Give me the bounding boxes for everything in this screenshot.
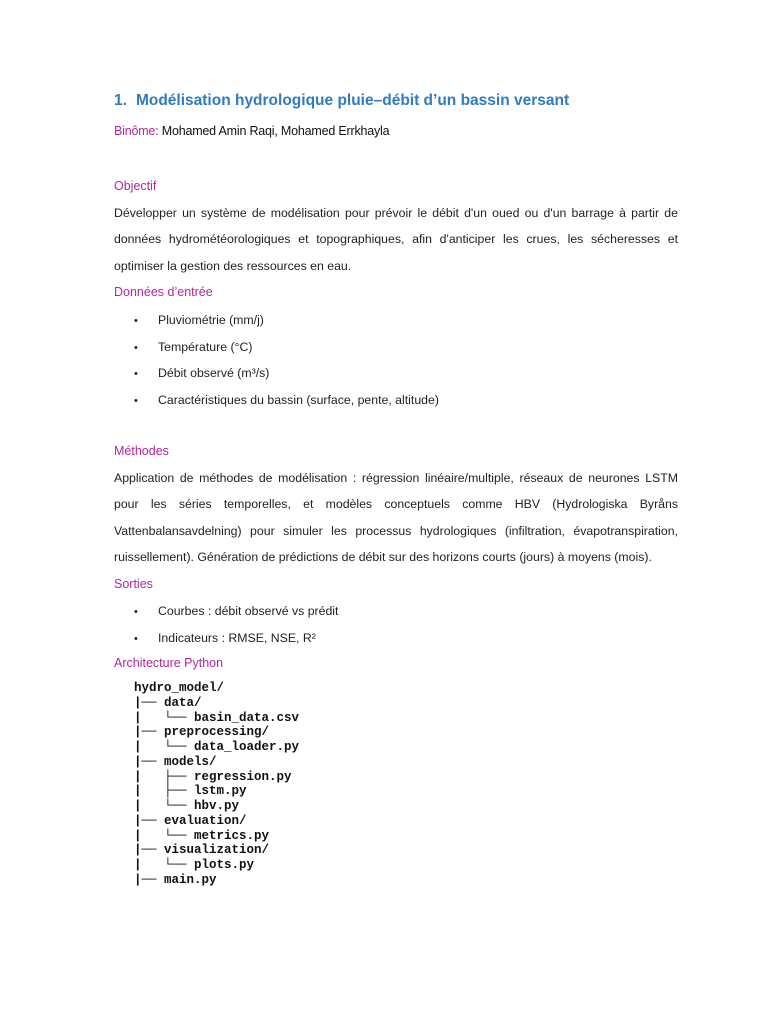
list-item-text: Caractéristiques du bassin (surface, pente, altitude) [158,392,439,407]
tree-line: | └── plots.py [134,858,255,872]
donnees-heading: Données d’entrée [114,285,213,299]
list-item-text: Indicateurs : RMSE, NSE, R² [158,630,316,645]
tree-line: | └── metrics.py [134,828,270,843]
tree-line: | └── data_loader.py [134,740,300,754]
binome-line [114,124,389,138]
title-number: 1. [114,92,127,109]
list-item-text: Débit observé (m³/s) [158,366,270,381]
tree-line: | └── basin_data.csv [134,710,300,725]
list-item-text: Température (°C) [158,339,253,354]
methodes-paragraph: Application de méthodes de modélisation : régression linéaire/multiple, réseaux de neurones LSTM pour les séries temporelles, et modèles conceptuels comme HBV (Hydrologiska Byråns Vattenbalansavdelning) pour simuler les processus hydrologiques (infiltration, évapotranspiration, ruissellement). Génération de prédictions de débit sur des horizons courts (jours) à moyens (mois). [114,471,678,564]
tree-line: |── preprocessing/ [134,725,270,740]
sorties-heading: Sorties [114,577,153,591]
bullet-icon: • [134,368,138,381]
tree-line: | ├── lstm.py [134,784,247,799]
title-text: Modélisation hydrologique pluie–débit d’un bassin versant [135,92,570,109]
bullet-icon: • [134,315,138,327]
methodes-heading: Méthodes [114,444,169,458]
objectif-paragraph: Développer un système de modélisation pour prévoir le débit d'un oued ou d'un barrage à partir de données hydrométéorologiques et topographiques, afin d'anticiper les crues, les sécheresses et optimiser la gestion des ressources en eau. [114,206,678,273]
list-item-text: Pluviométrie (mm/j) [158,313,264,327]
tree-line: | ├── regression.py [134,769,292,784]
bullet-icon: • [134,632,138,645]
binome-value: Mohamed Amin Raqi, Mohamed Errkhayla [161,124,390,138]
tree-line: |── main.py [134,872,217,887]
tree-line: |── evaluation/ [134,813,247,828]
tree-line: hydro_model/ [134,681,225,695]
tree-line: |── visualization/ [134,843,270,858]
binome-label: Binôme: [114,124,159,138]
bullet-icon: • [134,394,138,407]
tree-line: |── data/ [134,695,202,710]
document-title [114,92,569,110]
architecture-heading: Architecture Python [114,656,224,670]
bullet-icon: • [134,606,138,618]
tree-line: | └── hbv.py [134,799,240,813]
tree-line: |── models/ [134,754,217,769]
directory-tree [134,681,299,888]
bullet-icon: • [134,341,138,354]
objectif-heading: Objectif [114,179,157,193]
list-item-text: Courbes : débit observé vs prédit [158,604,339,618]
